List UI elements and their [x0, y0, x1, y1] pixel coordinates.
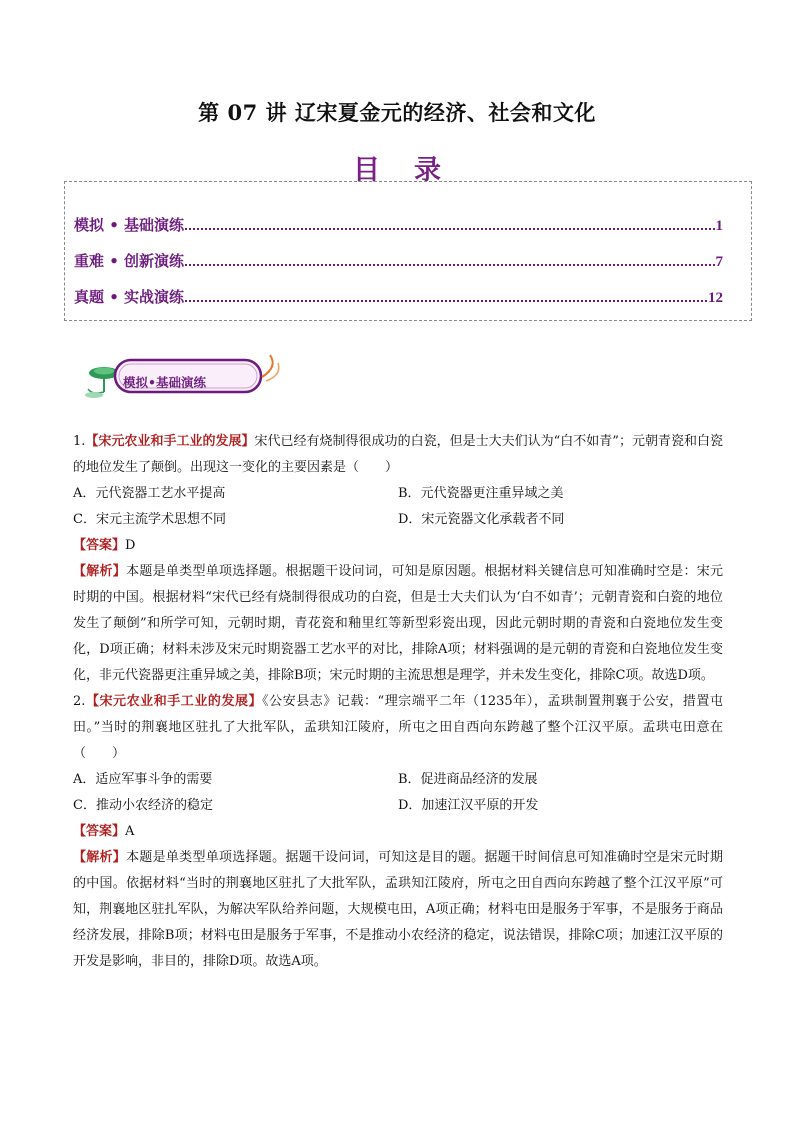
toc-leader — [185, 264, 714, 266]
answer-value: D — [125, 538, 136, 553]
analysis-label: 【解析】 — [73, 850, 127, 865]
option-a: A．元代瓷器工艺水平提高 — [73, 486, 226, 501]
section-badge-label: 模拟•基础演练 — [123, 375, 206, 390]
toc-item-label: 真题 • 实战演练 — [74, 288, 185, 306]
swirl-decoration-icon — [262, 355, 279, 381]
question-options — [73, 481, 723, 533]
toc-leader — [185, 300, 707, 302]
toc-heading: 目录 — [353, 155, 475, 186]
answer-label: 【答案】 — [73, 824, 126, 839]
analysis-paragraph — [73, 559, 723, 689]
toc-leader — [185, 228, 714, 230]
option-d: D．宋元瓷器文化承载者不同 — [398, 512, 565, 527]
page-title: 第 07 讲 辽宋夏金元的经济、社会和文化 — [198, 100, 596, 125]
question-item — [73, 429, 723, 689]
question-stem — [73, 429, 723, 481]
toc-item-basic[interactable] — [74, 211, 723, 235]
option-c: C．推动小农经济的稳定 — [73, 798, 213, 813]
question-number: 2. — [73, 694, 86, 709]
question-stem — [73, 689, 723, 767]
option-c: C．宋元主流学术思想不同 — [73, 512, 226, 527]
option-b: B．元代瓷器更注重异域之美 — [398, 486, 564, 501]
question-text: 《公安县志》记载：“理宗端平二年（1235年），孟珙制置荆襄于公安，措置屯田。”当时的荆襄地区驻扎了大批军队，孟珙知江陵府，所屯之田自西向东跨越了整个江汉平原。孟珙屯田意在（ ） — [73, 694, 723, 761]
analysis-label: 【解析】 — [73, 564, 127, 579]
option-a: A．适应军事斗争的需要 — [73, 772, 213, 787]
analysis-text: 本题是单类型单项选择题。根据题干设问词，可知是原因题。根据材料关键信息可知准确时空是：宋元时期的中国。根据材料“宋代已经有烧制得很成功的白瓷，但是士大夫们认为‘白不如青’；元朝青瓷和白瓷的地位发生了颠倒”和所学可知，元朝时期，青花瓷和釉里红等新型彩瓷出现，因此元朝时期的青瓷和白瓷地位发生变化，D项正确；材料未涉及宋元时期瓷器工艺水平的对比，排除A项；材料强调的是元朝的青瓷和白瓷地位发生变化，非元代瓷器更注重异域之美，排除B项；宋元时期的主流思想是理学，并未发生变化，排除C项。故选D项。 — [73, 564, 723, 683]
analysis-text: 本题是单类型单项选择题。据题干设问词，可知这是目的题。据题干时间信息可知准确时空是宋元时期的中国。依据材料“当时的荆襄地区驻扎了大批军队，孟珙知江陵府，所屯之田自西向东跨越了整个江汉平原”可知，荆襄地区驻扎军队，为解决军队给养问题，大规模屯田，A项正确；材料屯田是服务于军事，不是服务于商品经济发展，排除B项；材料屯田是服务于军事，不是推动小农经济的稳定，说法错误，排除C项；加速江汉平原的开发是影响，非目的，排除D项。故选A项。 — [73, 850, 723, 969]
toc-page-number: 12 — [708, 290, 723, 306]
lotus-leaf-icon — [85, 367, 119, 398]
option-d: D．加速江汉平原的开发 — [398, 798, 539, 813]
question-tag: 【宋元农业和手工业的发展】 — [85, 434, 255, 449]
question-item — [73, 689, 723, 975]
question-list — [73, 429, 723, 975]
question-number: 1. — [73, 434, 86, 449]
question-text: 宋代已经有烧制得很成功的白瓷，但是士大夫们认为“白不如青”；元朝青瓷和白瓷的地位发生了颠倒。出现这一变化的主要因素是（ ） — [73, 434, 723, 475]
toc-page-number: 7 — [715, 254, 723, 270]
table-of-contents — [64, 181, 752, 321]
toc-item-exam[interactable] — [74, 283, 723, 307]
answer-line — [73, 533, 723, 559]
toc-page-number: 1 — [715, 218, 723, 234]
answer-label: 【答案】 — [73, 538, 126, 553]
analysis-paragraph — [73, 845, 723, 975]
toc-item-label: 模拟 • 基础演练 — [74, 216, 185, 234]
answer-line — [73, 819, 723, 845]
question-tag: 【宋元农业和手工业的发展】 — [85, 694, 263, 709]
toc-item-innovation[interactable] — [74, 247, 723, 271]
answer-value: A — [125, 824, 135, 839]
toc-item-label: 重难 • 创新演练 — [74, 252, 185, 270]
question-options — [73, 767, 723, 819]
option-b: B．促进商品经济的发展 — [398, 772, 538, 787]
